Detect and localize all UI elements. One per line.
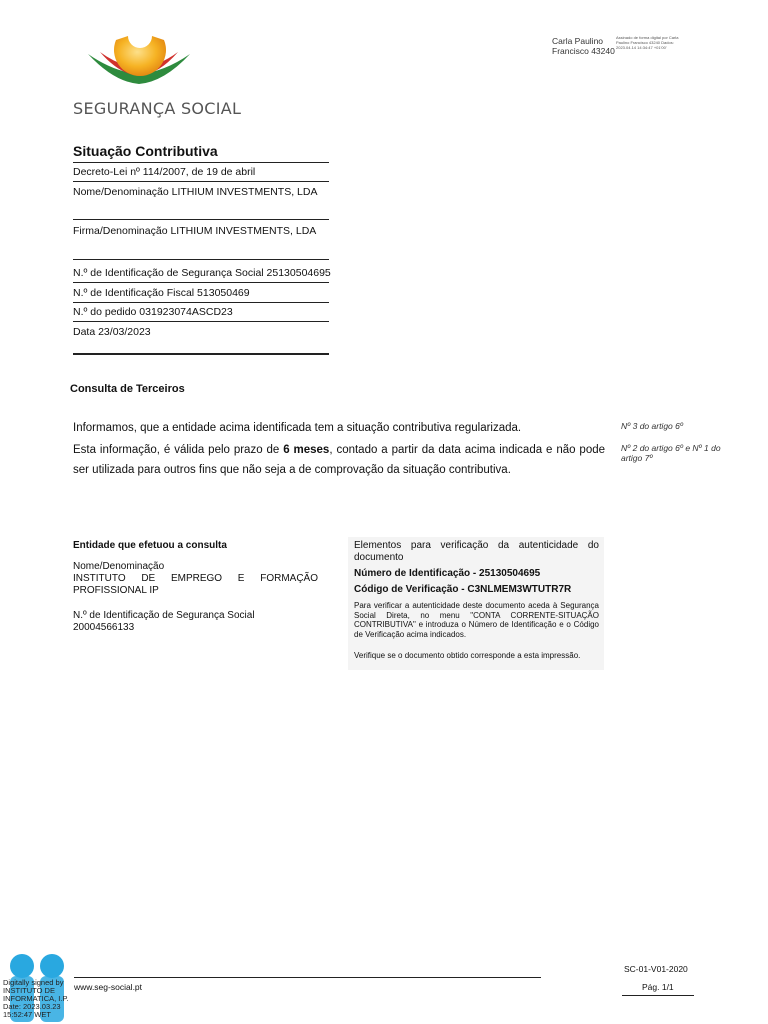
entidade-niss-value: 20004566133 [73,622,135,633]
consulta-paragraph-2 [73,440,605,480]
legal-note-2: Nº 2 do artigo 6º e Nº 1 do artigo 7º [621,443,721,463]
title-underline [73,162,329,163]
signer-name-line2: Francisco 43240 [552,46,615,56]
org-name: SEGURANÇA SOCIAL [73,99,242,118]
digital-signature-text: Digitally signed by INSTITUTO DE INFORMATICA, I.P. Date: 2023.03.23 15:52:47 WET [3,978,69,1019]
entidade-niss-label: N.º de Identificação de Segurança Social [73,610,255,621]
signer-name-line1: Carla Paulino [552,36,604,46]
field-pedido: N.º do pedido 031923074ASCD23 [73,306,329,322]
field-niss: N.º de Identificação de Segurança Social 25130504695 [73,267,329,283]
verification-notice: Verifique se o documento obtido corresponde a esta impressão. [354,651,581,660]
seguranca-social-logo [84,22,194,98]
verification-instructions: Para verificar a autenticidade deste documento aceda à Segurança Social Direta, no menu "CONTA CORRENTE-SITUAÇÃO CONTRIBUTIVA" e introduza o Número de Identificação e o Código de Verificação acima indicados. [354,601,599,639]
field-nome-denominacao: Nome/Denominação LITHIUM INVESTMENTS, LDA [73,186,329,220]
entidade-name-label: Nome/Denominação [73,561,165,572]
field-firma-denominacao: Firma/Denominação LITHIUM INVESTMENTS, LDA [73,225,329,260]
footer-url: www.seg-social.pt [74,982,143,992]
para2-validity-period: 6 meses [283,444,330,456]
entidade-heading: Entidade que efetuou a consulta [73,540,227,551]
para2-text-after: , contado a partir da data acima indicada e não pode ser utilizada para outros fins que não seja a de comprovação da situação contributiva. [73,444,606,476]
consulta-heading: Consulta de Terceiros [70,383,185,395]
verification-number: Número de Identificação - 25130504695 [354,568,541,579]
entidade-name-value: INSTITUTO DE EMPREGO E FORMAÇÃO PROFISSIONAL IP [73,573,318,596]
document-code: SC-01-V01-2020 [624,964,688,974]
field-data: Data 23/03/2023 [73,326,329,355]
legal-note-1: Nº 3 do artigo 6º [621,421,683,431]
para2-text-before: Esta informação, é válida pelo prazo de [73,444,284,456]
page-number: Pág. 1/1 [642,982,674,992]
signer-name [552,36,615,56]
field-nif: N.º de Identificação Fiscal 513050469 [73,287,329,303]
field-decreto-lei: Decreto-Lei nº 114/2007, de 19 de abril [73,166,329,182]
document-title: Situação Contributiva [73,143,218,159]
verification-code: Código de Verificação - C3NLMEM3WTUTR7R [354,584,572,595]
verification-intro: Elementos para verificação da autenticidade do documento [354,540,599,563]
page-underline [622,995,694,996]
signer-details: Assinado de forma digital por Carla Paulino Francisco 43240 Dados: 2023.04.14 14:34:47 +01'00' [616,35,679,50]
consulta-paragraph-1: Informamos, que a entidade acima identificada tem a situação contributiva regularizada. [73,422,522,434]
footer-divider [74,977,541,978]
